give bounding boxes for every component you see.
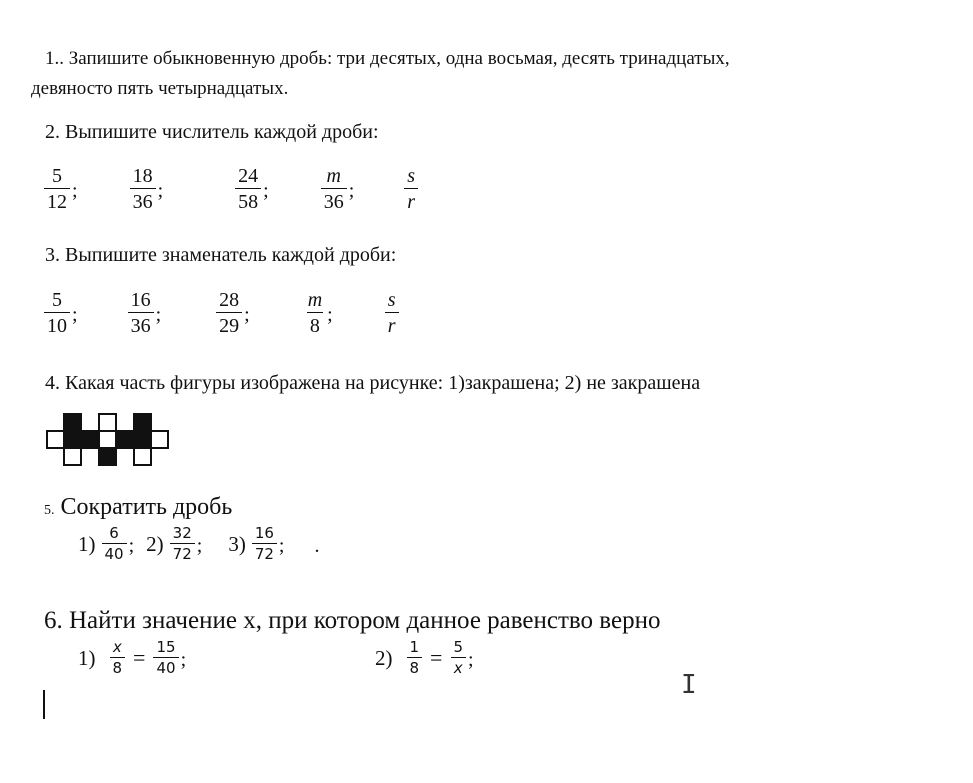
question-5-title: Сократить дробь [60,494,233,520]
item-label: 1) [78,531,96,556]
cell-mid-5 [116,431,133,448]
numerator: s [387,289,396,311]
fraction [252,526,277,562]
fraction [170,526,195,562]
fraction-item [305,290,333,336]
equals-sign: = [430,645,443,670]
question-3-title: 3. Выпишите знаменатель каждой дроби: [45,244,397,266]
separator: ; [196,534,203,557]
numerator: m [307,289,323,311]
equation-label: 2) [375,645,393,670]
trailing-dot: . [314,534,320,557]
question-4-title: 4. Какая часть фигуры изображена на рисунке: 1)закрашена; 2) не закрашена [45,372,701,394]
fraction-item [404,166,418,212]
denominator: 72 [252,543,277,562]
fraction-item [44,166,78,212]
denominator: x [451,657,466,676]
fraction [44,166,70,212]
separator: ; [278,534,285,557]
numerator: 32 [172,524,192,542]
question-2-fractions [44,166,418,212]
question-2-title: 2. Выпишите числитель каждой дроби: [45,121,379,143]
fraction [130,166,156,212]
separator: ; [348,179,355,202]
cell-mid-7 [151,431,168,448]
numerator: 15 [156,638,176,656]
reduce-fraction-item [228,526,284,562]
item-label: 3) [228,531,246,556]
fraction-item [385,290,399,336]
text-cursor [43,690,45,719]
question-1-line-1: 1.. Запишите обыкновенную дробь: три десятых, одна восьмая, десять тринадцатых, [45,48,730,69]
denominator: 8 [110,657,126,676]
separator: ; [327,303,333,326]
separator: ; [244,303,250,326]
denominator: 36 [321,188,347,212]
fraction [216,290,242,336]
ibeam-cursor-icon: I [681,670,697,700]
shaded-figure [46,412,172,468]
cell-bot-3 [134,448,151,465]
question-5-number: 5. [44,503,55,518]
separator: ; [155,303,162,326]
fraction-item [128,290,162,336]
cell-top-3 [134,414,151,431]
left-fraction [110,640,126,676]
question-3-fractions [44,290,399,336]
cell-mid-4 [99,431,116,448]
fraction [385,290,399,336]
fraction [305,290,325,336]
denominator: 36 [128,312,154,336]
fraction-item [44,290,78,336]
fraction-item [130,166,164,212]
denominator: 12 [44,188,70,212]
fraction [321,166,347,212]
fraction [404,166,418,212]
fraction [44,290,70,336]
numerator: 24 [238,165,259,187]
fraction [102,526,127,562]
cell-mid-1 [47,431,64,448]
numerator: 5 [52,165,62,187]
numerator: x [112,638,122,656]
numerator: 5 [52,289,62,311]
separator: ; [157,179,164,202]
denominator: r [404,188,418,212]
separator: ; [263,179,269,202]
separator: ; [180,648,187,671]
cell-bot-1 [64,448,81,465]
denominator: 8 [307,312,323,336]
question-5-items [78,526,319,562]
numerator: 5 [453,638,464,656]
equation-label: 1) [78,645,96,670]
numerator: 18 [132,165,153,187]
numerator: 16 [254,524,274,542]
denominator: 29 [216,312,242,336]
cell-mid-3 [81,431,98,448]
reduce-fraction-item [78,526,134,562]
cell-mid-2 [64,431,81,448]
denominator: r [385,312,399,336]
cell-top-1 [64,414,81,431]
numerator: 28 [219,289,240,311]
cell-bot-2 [99,448,116,465]
fraction [235,166,261,212]
numerator: s [407,165,416,187]
fraction-item [321,166,355,212]
denominator: 40 [102,543,127,562]
numerator: 6 [109,524,119,542]
cell-top-2 [99,414,116,431]
cell-mid-6 [134,431,151,448]
separator: ; [72,303,78,326]
numerator: m [326,165,341,187]
denominator: 58 [235,188,261,212]
separator: ; [128,534,135,557]
reduce-fraction-item [146,526,202,562]
fraction-item [216,290,250,336]
question-5-title-line [44,494,232,521]
right-fraction [153,640,178,676]
question-1-line-2: девяносто пять четырнадцатых. [31,78,289,99]
fraction [128,290,154,336]
denominator: 72 [170,543,195,562]
denominator: 36 [130,188,156,212]
right-fraction [450,640,466,676]
separator: ; [468,648,474,671]
question-6-equation-1 [78,640,186,676]
question-6-equation-2 [375,640,474,676]
numerator: 1 [409,638,420,656]
item-label: 2) [146,531,164,556]
denominator: 40 [153,657,178,676]
equals-sign: = [133,645,146,670]
numerator: 16 [130,289,151,311]
left-fraction [407,640,423,676]
separator: ; [72,179,78,202]
fraction-item [235,166,269,212]
question-6-title: 6. Найти значение x, при котором данное равенство верно [44,607,661,634]
denominator: 8 [407,657,423,676]
denominator: 10 [44,312,70,336]
